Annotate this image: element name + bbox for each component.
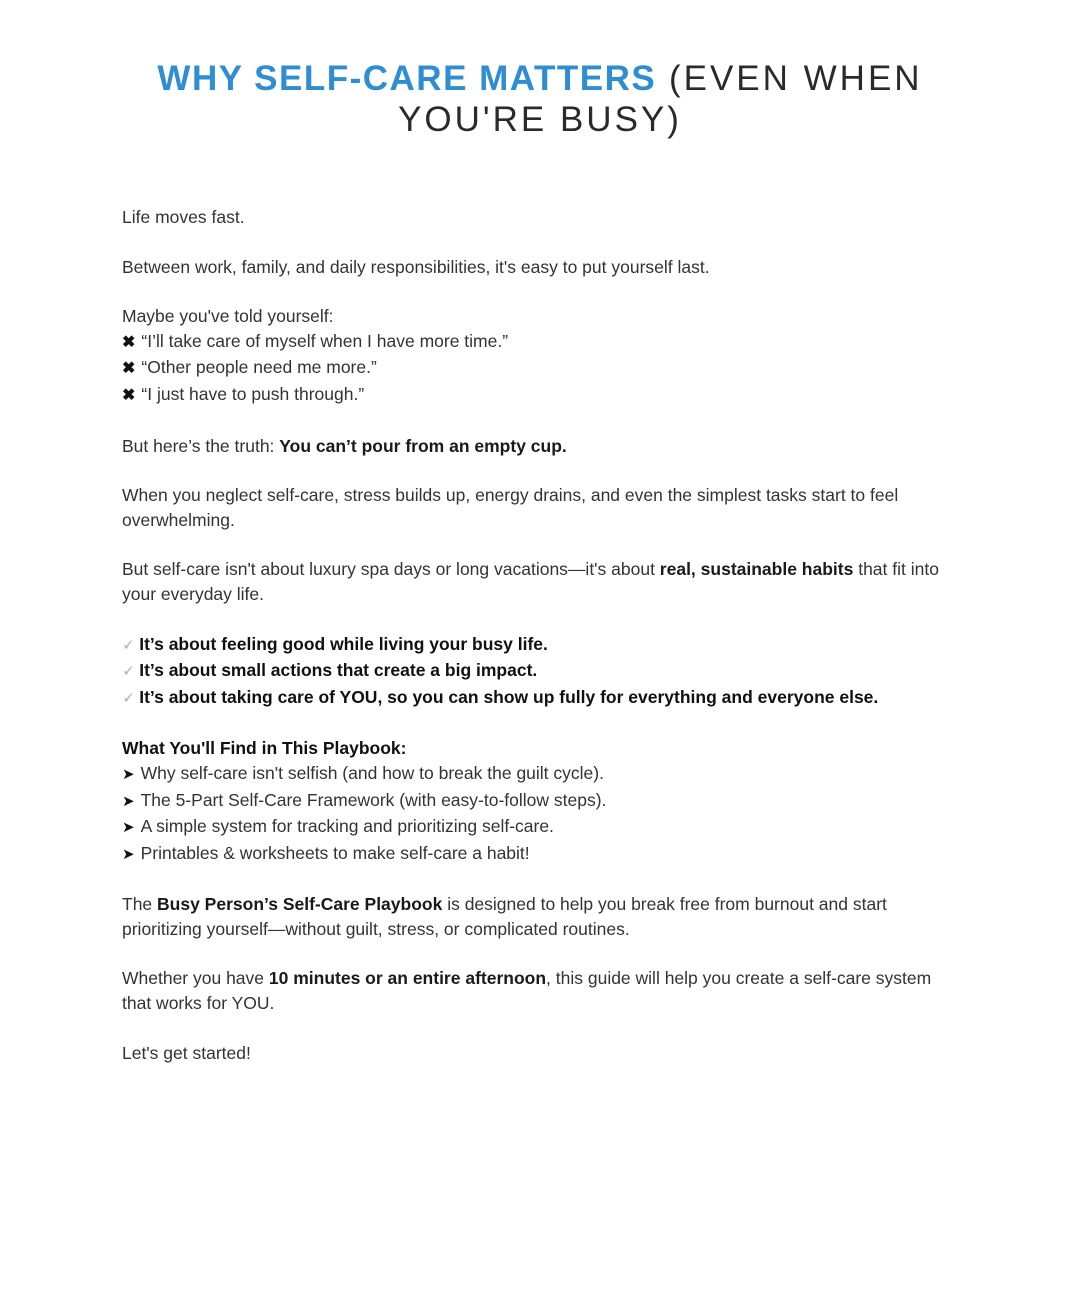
paragraph-life-moves-fast: Life moves fast.	[122, 207, 245, 227]
luxury-tail: that fit into your everyday life.	[122, 559, 939, 604]
cross-mark-icon: ✖	[122, 333, 136, 351]
list-item-playbook	[122, 841, 947, 868]
right-pointer-icon: ➤	[122, 792, 135, 810]
paragraph-truth	[122, 434, 947, 459]
list-item-excuse	[122, 355, 947, 382]
page-title-rest: (EVEN WHEN YOU'RE BUSY)	[398, 59, 923, 139]
light-check-mark-icon: 🗸	[122, 689, 134, 707]
list-item-label: It’s about small actions that create a big impact.	[139, 660, 538, 681]
playbook-heading: What You'll Find in This Playbook:	[122, 738, 407, 759]
light-check-mark-icon: 🗸	[122, 663, 134, 681]
list-item-check	[122, 632, 947, 659]
designed-tail: is designed to help you break free from burnout and start prioritizing yourself—without guilt, stress, or complicated routines.	[122, 894, 887, 939]
playbook-group	[122, 736, 947, 867]
paragraph-designed	[122, 892, 947, 941]
list-item-label: The 5-Part Self-Care Framework (with easy-to-follow steps).	[140, 789, 607, 810]
luxury-bold: real, sustainable habits	[659, 559, 854, 580]
document-body	[122, 205, 947, 1065]
truth-bold: You can’t pour from an empty cup.	[279, 435, 567, 456]
checks-group	[122, 632, 947, 712]
paragraph-luxury	[122, 557, 947, 606]
page-title-highlight: WHY SELF-CARE MATTERS	[157, 59, 657, 98]
paragraph-maybe-told-yourself: Maybe you've told yourself:	[122, 306, 334, 327]
whether-bold: 10 minutes or an entire afternoon	[268, 968, 547, 989]
page-title-text	[90, 58, 990, 140]
whether-lead: Whether you have	[122, 968, 269, 989]
cross-mark-icon: ✖	[122, 360, 136, 378]
whether-tail: , this guide will help you create a self-care system that works for YOU.	[122, 968, 932, 1014]
list-item-label: It’s about feeling good while living your busy life.	[139, 633, 548, 654]
list-item-label: Why self-care isn't selfish (and how to break the guilt cycle).	[140, 762, 604, 783]
list-item-excuse	[122, 329, 947, 356]
list-item-playbook	[122, 814, 947, 841]
list-item-label: Printables & worksheets to make self-care a habit!	[140, 842, 530, 863]
list-item-label: A simple system for tracking and prioritizing self-care.	[140, 816, 554, 837]
list-item-excuse	[122, 382, 947, 409]
list-item-label: “I just have to push through.”	[141, 383, 365, 404]
excuses-group	[122, 304, 947, 408]
designed-bold: Busy Person’s Self-Care Playbook	[157, 894, 443, 915]
page-title	[0, 0, 1080, 140]
luxury-lead: But self-care isn't about luxury spa days or long vacations—it's about	[122, 559, 660, 580]
list-item-check	[122, 685, 947, 712]
list-item-label: “I’ll take care of myself when I have more time.”	[141, 330, 509, 351]
designed-lead: The	[122, 894, 158, 915]
list-item-label: It’s about taking care of YOU, so you can show up fully for everything and everyone else.	[139, 686, 879, 707]
list-item-playbook	[122, 788, 947, 815]
light-check-mark-icon: 🗸	[122, 636, 134, 654]
list-item-check	[122, 658, 947, 685]
right-pointer-icon: ➤	[122, 819, 135, 837]
list-item-playbook	[122, 761, 947, 788]
paragraph-between-work: Between work, family, and daily responsibilities, it's easy to put yourself last.	[122, 256, 710, 277]
cross-mark-icon: ✖	[122, 386, 136, 404]
paragraph-whether	[122, 966, 947, 1015]
right-pointer-icon: ➤	[122, 845, 135, 863]
truth-lead: But here’s the truth:	[122, 435, 280, 456]
list-item-label: “Other people need me more.”	[141, 357, 377, 378]
paragraph-neglect: When you neglect self-care, stress builds up, energy drains, and even the simplest tasks start to feel overwhelming.	[122, 485, 899, 530]
paragraph-closing: Let's get started!	[122, 1042, 251, 1063]
right-pointer-icon: ➤	[122, 765, 135, 783]
